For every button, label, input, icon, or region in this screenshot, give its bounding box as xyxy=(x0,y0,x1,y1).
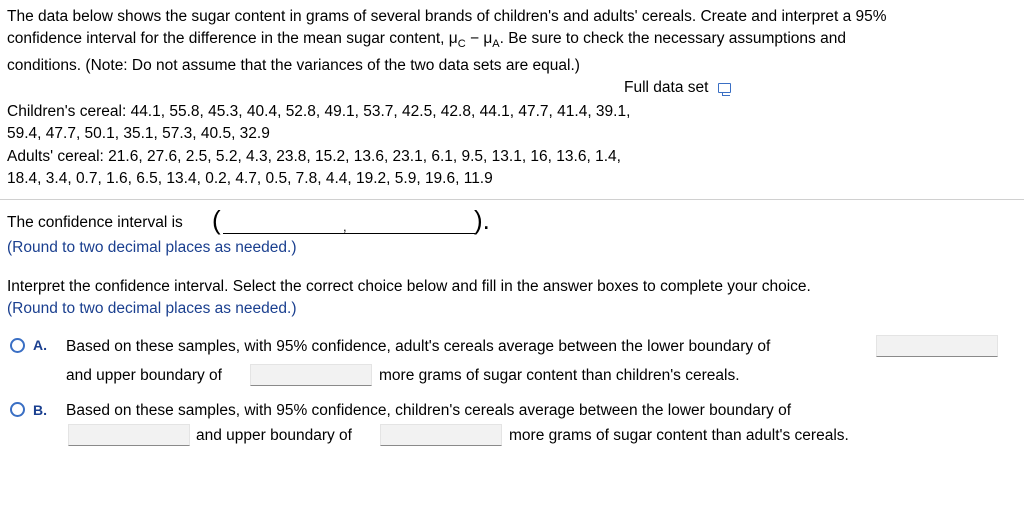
ci-lower-input[interactable] xyxy=(223,233,353,234)
adults-cereal-line-2: 18.4, 3.4, 0.7, 1.6, 6.5, 13.4, 0.2, 4.7, 0.5, 7.8, 4.4, 19.2, 5.9, 19.6, 11.9 xyxy=(7,170,493,187)
choice-b-lower-input[interactable] xyxy=(68,424,190,446)
subscript-c: C xyxy=(457,38,466,50)
mu-symbol-c: μ xyxy=(448,30,458,47)
interpret-prompt: Interpret the confidence interval. Select the correct choice below and fill in the answer boxes to complete your choice. xyxy=(7,278,811,295)
choice-a-radio[interactable] xyxy=(10,338,25,353)
question-line-3: conditions. (Note: Do not assume that the variances of the two data sets are equal.) xyxy=(7,57,580,74)
question-line-2 xyxy=(7,30,846,48)
children-cereal-line-2: 59.4, 47.7, 50.1, 35.1, 57.3, 40.5, 32.9 xyxy=(7,125,270,142)
question-line-2-tail: . Be sure to check the necessary assumptions and xyxy=(499,30,846,47)
copy-data-icon xyxy=(718,83,731,93)
ci-input-group xyxy=(212,205,492,238)
ci-comma: , xyxy=(343,219,347,234)
choice-b-line-2-mid: and upper boundary of xyxy=(196,427,352,444)
choice-b-letter: B. xyxy=(33,402,47,418)
choice-b-upper-input[interactable] xyxy=(380,424,502,446)
choice-b-line-2-post: more grams of sugar content than adult's cereals. xyxy=(509,427,849,444)
choice-b-line-1: Based on these samples, with 95% confidence, children's cereals average between the lower boundary of xyxy=(66,402,792,419)
mu-c xyxy=(448,30,466,50)
ci-upper-input[interactable] xyxy=(353,233,475,234)
choice-a-line-1: Based on these samples, with 95% confidence, adult's cereals average between the lower boundary of xyxy=(66,338,771,355)
interpret-round-note: (Round to two decimal places as needed.) xyxy=(7,300,297,317)
choice-a-upper-input[interactable] xyxy=(250,364,372,386)
choice-a-line-2-pre: and upper boundary of xyxy=(66,367,222,384)
full-data-set-label: Full data set xyxy=(624,79,709,96)
ci-round-note: (Round to two decimal places as needed.) xyxy=(7,239,297,256)
section-divider xyxy=(0,199,1024,200)
question-line-1: The data below shows the sugar content in grams of several brands of children's and adults' cereals. Create and interpret a 95% xyxy=(7,8,887,25)
full-data-set-link[interactable] xyxy=(624,79,731,97)
ci-label: The confidence interval is xyxy=(7,214,183,231)
choice-b-radio[interactable] xyxy=(10,402,25,417)
choice-a-letter: A. xyxy=(33,337,47,353)
subscript-a: A xyxy=(492,38,500,50)
mu-symbol-a: μ xyxy=(483,30,493,47)
ci-close-paren: ). xyxy=(474,205,490,235)
question-line-2-text: confidence interval for the difference in the mean sugar content, xyxy=(7,30,449,47)
choice-a-lower-input[interactable] xyxy=(876,335,998,357)
minus-sign: − xyxy=(465,30,484,47)
children-cereal-line-1: Children's cereal: 44.1, 55.8, 45.3, 40.4, 52.8, 49.1, 53.7, 42.5, 42.8, 44.1, 47.7, 41.4, 39.1, xyxy=(7,103,631,120)
choice-a-line-2-post: more grams of sugar content than children's cereals. xyxy=(379,367,740,384)
ci-open-paren: ( xyxy=(212,205,221,235)
mu-a xyxy=(483,30,500,50)
adults-cereal-line-1: Adults' cereal: 21.6, 27.6, 2.5, 5.2, 4.3, 23.8, 15.2, 13.6, 23.1, 6.1, 9.5, 13.1, 16, 13.6, 1.4, xyxy=(7,148,621,165)
